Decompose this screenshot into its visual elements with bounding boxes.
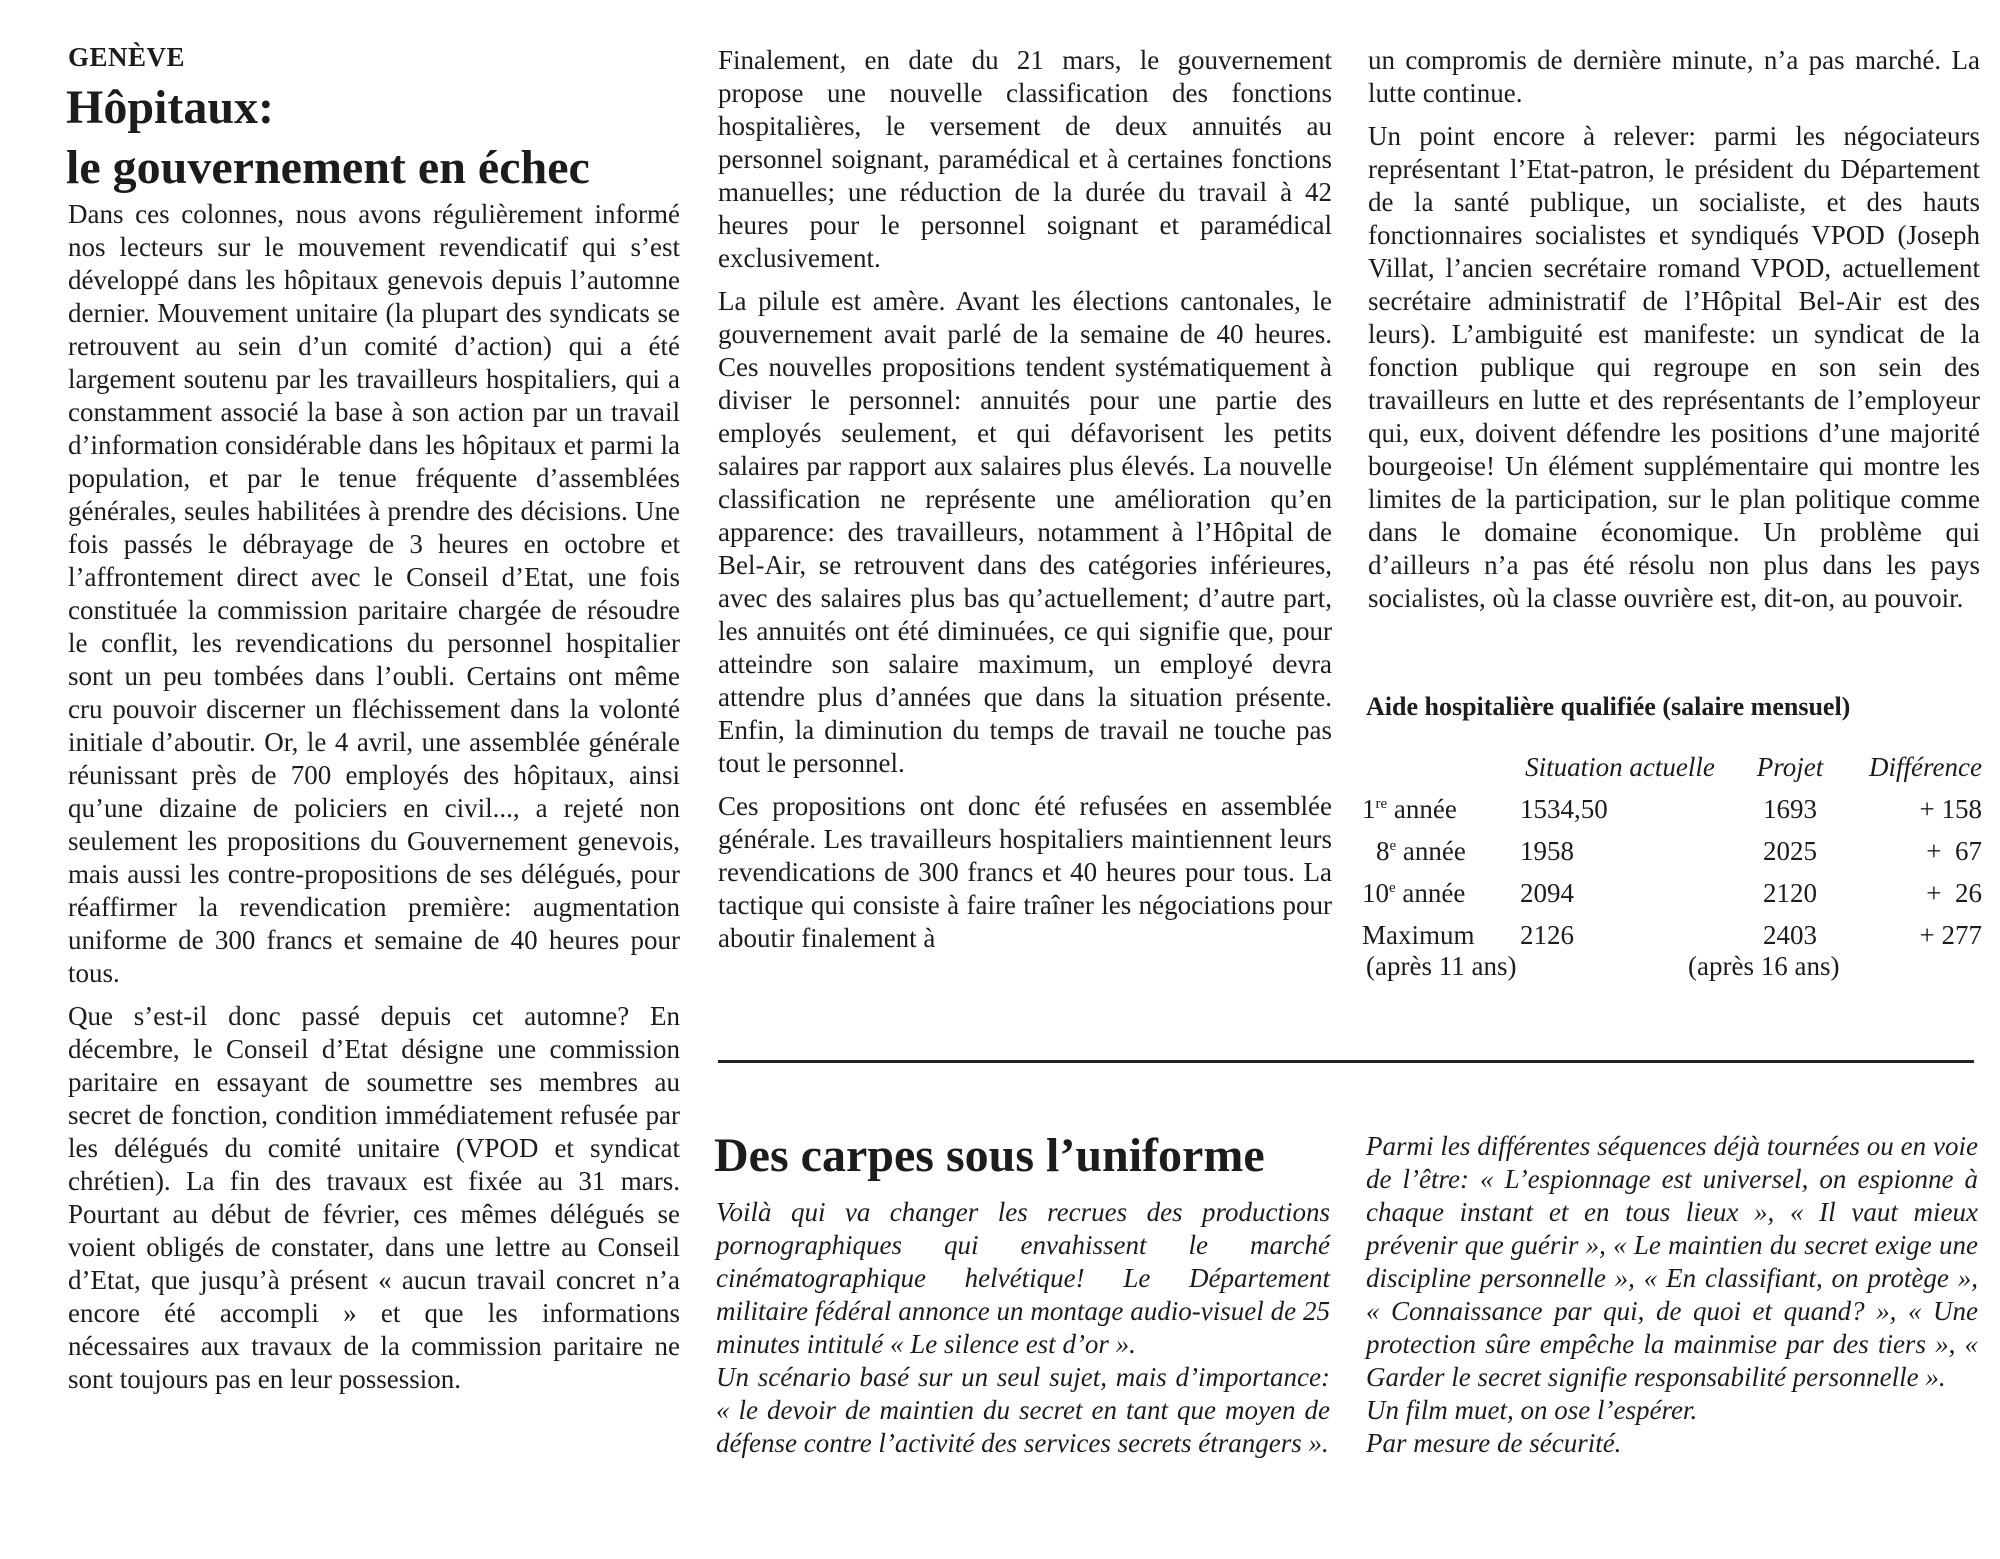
cell-difference: + 26 — [1926, 878, 1982, 908]
cell-projet: 1693 — [1763, 794, 1817, 824]
header-projet: Projet — [1756, 752, 1824, 782]
paragraph: Un scénario basé sur un seul sujet, mais d’importance: « le devoir de maintien du secret en tant que moyen de défense contre l’activité des services secrets étrangers ». — [716, 1362, 1330, 1458]
table-row — [1362, 788, 1982, 830]
row-label: Maximum — [1362, 920, 1475, 950]
paragraph: Un point encore à relever: parmi les négociateurs représentant l’Etat-patron, le président du Département de la santé publique, un socialiste, et des hauts fonctionnaires socialistes et syndiqués VPOD (Joseph Villat, l’ancien secrétaire romand VPOD, actuellement secrétaire administratif de l’Hôpital Bel-Air est des leurs). L’ambiguité est manifeste: un syndicat de la fonction publique qui regroupe en son sein des travailleurs en lutte et des représentants de l’employeur qui, eux, doivent défendre les positions d’une majorité bourgeoise! Un élément supplémentaire qui montre les limites de la participation, sur le plan politique comme dans le domaine économique. Un problème qui d’ailleurs n’a pas été résolu non plus dans les pays socialistes, où la classe ouvrière est, dit-on, au pouvoir. — [1368, 121, 1980, 613]
cell-projet: 2403 — [1763, 920, 1817, 950]
article-column-1 — [68, 198, 680, 1396]
headline-line-2: le gouvernement en échec — [66, 141, 590, 194]
row-label: 1re année — [1362, 794, 1457, 824]
paragraph: Un film muet, on ose l’espérer. — [1366, 1395, 1698, 1425]
header-difference: Différence — [1869, 752, 1982, 782]
article-2-headline: Des carpes sous l’uniforme — [714, 1129, 1265, 1182]
paragraph: Dans ces colonnes, nous avons régulièrement informé nos lecteurs sur le mouvement revendicatif qui s’est développé dans les hôpitaux genevois depuis l’automne dernier. Mouvement unitaire (la plupart des syndicats se retrouvent au sein d’un comité d’action) qui a été largement soutenu par les travailleurs hospitaliers, qui a constamment associé la base à son action par un travail d’information considérable dans les hôpitaux et parmi la population, et par le tenue fréquente d’assemblées générales, seules habilitées à prendre des décisions. Une fois passés le débrayage de 3 heures en octobre et l’affrontement direct avec le Conseil d’Etat, une fois constituée la commission paritaire chargée de résoudre le conflit, les revendications du personnel hospitalier sont un peu tombées dans l’oubli. Certains ont même cru pouvoir discerner un fléchissement dans la volonté initiale d’aboutir. Or, le 4 avril, une assemblée générale réunissant près de 700 employés des hôpitaux, ainsi qu’une dizaine de policiers en civil..., a rejeté non seulement les propositions du Gouvernement genevois, mais aussi les contre-propositions de ses délégués, pour réaffirmer la revendication première: augmentation uniforme de 300 francs et semaine de 40 heures pour tous. — [68, 199, 680, 988]
cell-situation: 1534,50 — [1520, 794, 1608, 824]
article-column-3 — [1368, 44, 1980, 615]
cell-situation: 2094 — [1520, 878, 1574, 908]
cell-difference: + 67 — [1926, 836, 1982, 866]
paragraph: Par mesure de sécurité. — [1366, 1428, 1622, 1458]
section-kicker: GENÈVE — [68, 42, 186, 72]
headline-line-1: Hôpitaux: — [66, 81, 275, 134]
paragraph: La pilule est amère. Avant les élections cantonales, le gouvernement avait parlé de la semaine de 40 heures. Ces nouvelles propositions tendent systématiquement à diviser le personnel: annuités pour une partie des employés seulement, et qui défavorisent les petits salaires par rapport aux salaires plus élevés. La nouvelle classification ne représente une amélioration qu’en apparence: des travailleurs, notamment à l’Hôpital de Bel-Air, se retrouvent dans des catégories inférieures, avec des salaires plus bas qu’actuellement; d’autre part, les annuités ont été diminuées, ce qui signifie que, pour atteindre son salaire maximum, un employé devra attendre plus d’années que dans la situation présente. Enfin, la diminution du temps de travail ne touche pas tout le personnel. — [718, 286, 1332, 778]
cell-situation: 1958 — [1520, 836, 1574, 866]
paragraph: Voilà qui va changer les recrues des productions pornographiques qui envahissent le marché cinématographique helvétique! Le Département militaire fédéral annonce un montage audio-visuel de 25 minutes intitulé « Le silence est d’or ». — [716, 1197, 1330, 1359]
table-caption: Aide hospitalière qualifiée (salaire mensuel) — [1366, 692, 1851, 721]
header-situation: Situation actuelle — [1525, 752, 1715, 782]
cell-difference: + 277 — [1919, 920, 1982, 950]
paragraph: un compromis de dernière minute, n’a pas marché. La lutte continue. — [1368, 45, 1980, 108]
cell-situation: 2126 — [1520, 920, 1574, 950]
note-projet: (après 16 ans) — [1688, 951, 1840, 981]
article-2-column-1 — [716, 1196, 1330, 1460]
table-row — [1362, 830, 1982, 872]
salary-table — [1362, 746, 1982, 956]
article-2-column-2 — [1366, 1130, 1978, 1460]
row-label: 8e année — [1376, 836, 1466, 866]
cell-difference: + 158 — [1919, 794, 1982, 824]
cell-projet: 2025 — [1763, 836, 1817, 866]
horizontal-rule — [718, 1060, 1974, 1063]
article-column-2 — [718, 44, 1332, 955]
note-situation: (après 11 ans) — [1366, 951, 1517, 981]
paragraph: Que s’est-il donc passé depuis cet automne? En décembre, le Conseil d’Etat désigne une commission paritaire en essayant de soumettre ses membres au secret de fonction, condition immédiatement refusée par les délégués du comité unitaire (VPOD et syndicat chrétien). La fin des travaux est fixée au 31 mars. Pourtant au début de février, ces mêmes délégués se voient obligés de constater, dans une lettre au Conseil d’Etat, que jusqu’à présent « aucun travail concret n’a encore été accompli » et que les informations nécessaires aux travaux de la commission paritaire ne sont toujours pas en leur possession. — [68, 1001, 680, 1394]
cell-projet: 2120 — [1763, 878, 1817, 908]
table-header-row — [1362, 746, 1982, 788]
header-empty — [1362, 746, 1510, 788]
article-headline — [66, 78, 590, 198]
paragraph: Finalement, en date du 21 mars, le gouvernement propose une nouvelle classification des fonctions hospitalières, le versement de deux annuités au personnel soignant, paramédical et à certaines fonctions manuelles; une réduction de la durée du travail à 42 heures pour le personnel soignant et paramédical exclusivement. — [718, 45, 1332, 273]
paragraph: Ces propositions ont donc été refusées en assemblée générale. Les travailleurs hospitaliers maintiennent leurs revendications de 300 francs et 40 heures pour tous. La tactique qui consiste à faire traîner les négociations pour aboutir finalement à — [718, 791, 1332, 953]
table-row — [1362, 872, 1982, 914]
row-label: 10e année — [1362, 878, 1466, 908]
paragraph: Parmi les différentes séquences déjà tournées ou en voie de l’être: « L’espionnage est universel, on espionne à chaque instant et en tous lieux », « Il vaut mieux prévenir que guérir », « Le maintien du secret exige une discipline personnelle », « En classifiant, on protège », « Connaissance par qui, de quoi et quand? », « Une protection sûre empêche la mainmise par des tiers », « Garder le secret signifie responsabilité personnelle ». — [1366, 1131, 1978, 1392]
